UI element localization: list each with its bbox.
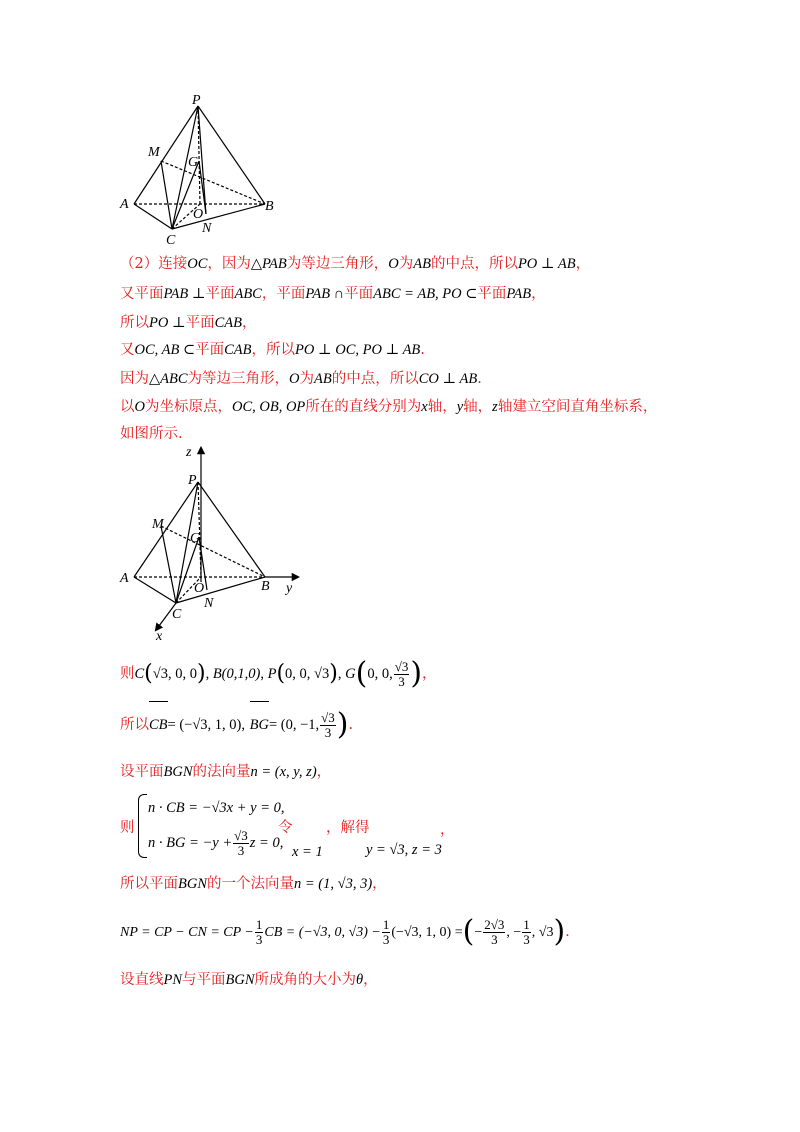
line-5: 因为△ABC为等边三角形，O为AB的中点，所以CO ⊥ AB. [120, 371, 482, 387]
label-C2: C [172, 607, 182, 622]
system-brace [138, 794, 147, 858]
pyramid-axes-diagram [110, 442, 320, 642]
equation-2: n · BG = −y + $\frac{√3}{3}$ z = 0, [148, 827, 284, 858]
line-11-label: 则 [120, 820, 135, 836]
label-B2: B [261, 579, 270, 594]
pyramid-diagram [110, 92, 290, 252]
label-N2: N [204, 596, 214, 611]
label-N: N [202, 221, 212, 236]
label-M2: M [152, 517, 164, 532]
pyramid-figure-2 [110, 442, 320, 642]
equation-1: n · CB = −√3x + y = 0, [148, 800, 285, 816]
label-O: O [193, 207, 204, 222]
label-O2: O [194, 581, 205, 596]
let-value: x = 1 [292, 844, 323, 860]
line-10: 设平面BGN的法向量n = (x, y, z)， [120, 764, 332, 780]
label-y: y [286, 581, 293, 596]
solution-value: y = √3, z = 3 [366, 842, 442, 858]
line-3: 所以PO ⊥平面CAB， [120, 315, 257, 331]
label-A: A [120, 197, 129, 212]
solve-label: ，解得 [326, 820, 370, 836]
label-B: B [265, 199, 274, 214]
label-G2: G [190, 531, 201, 546]
line-6: 以O为坐标原点，OC, OB, OP所在的直线分别为x轴，y轴，z轴建立空间直角坐标系， [120, 399, 658, 415]
line-14: 设直线PN与平面BGN所成角的大小为θ， [120, 972, 378, 988]
label-x: x [156, 629, 163, 642]
line-7: 如图所示. [120, 426, 183, 442]
label-z: z [186, 445, 192, 460]
line-4: 又OC, AB ⊂平面CAB，所以PO ⊥ OC, PO ⊥ AB. [120, 342, 425, 358]
label-C: C [166, 233, 176, 248]
line-11-end: ， [440, 822, 455, 838]
label-G: G [188, 155, 199, 170]
pyramid-figure-1 [110, 92, 290, 252]
line-12: 所以平面BGN的一个法向量n = (1, √3, 3)， [120, 876, 387, 892]
line-8-coordinates: 则C(√3, 0, 0), B(0,1,0), P(0, 0, √3), G(0, 0, $\frac{√3}{3}$ )， [120, 656, 437, 691]
line-9-vectors: 所以CB= (−√3, 1, 0), BG= (0, −1, $\frac{√3}{3}$ ). [120, 705, 353, 745]
label-P: P [192, 93, 201, 108]
line-13-np-vector: NP = CP − CN = CP − $\frac{1}{3}$ CB = (−√3, 0, √3) − $\frac{1}{3}$ (−√3, 1, 0) =(− $\frac{2√3}{3}$ , − $\frac{1}{3}$ , √3). [120, 914, 570, 949]
line-1: （2）连接OC，因为△PAB为等边三角形，O为AB的中点，所以PO ⊥ AB， [120, 256, 591, 272]
label-M: M [148, 145, 160, 160]
let-label: 令 [278, 820, 293, 836]
line-2: 又平面PAB ⊥平面ABC，平面PAB ∩平面ABC = AB, PO ⊂平面PAB， [120, 286, 546, 302]
label-P2: P [188, 473, 197, 488]
label-A2: A [120, 571, 129, 586]
